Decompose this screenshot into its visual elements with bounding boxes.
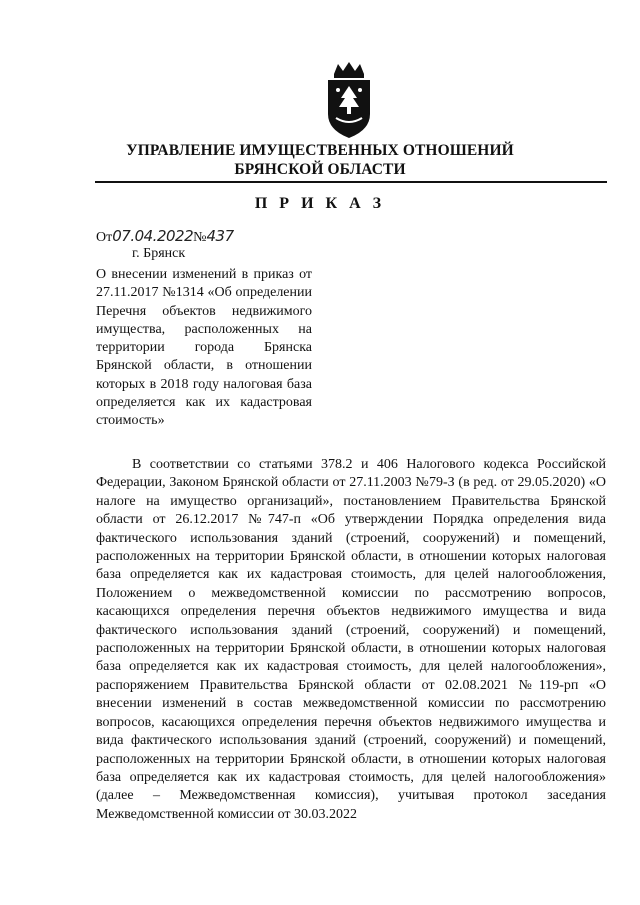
order-subject: О внесении изменений в приказ от 27.11.2017 №1314 «Об определении Перечня объектов недвижимого имущества, расположенных на территории города Брянска Брянской области, в отношении которых в 2018 году налоговая база определяется как их кадастровая стоимость» bbox=[96, 267, 312, 429]
body-paragraph: В соответствии со статьями 378.2 и 406 Налогового кодекса Российской Федерации, Законом Брянской области от 27.11.2003 №79-З (в ред. от 29.05.2020) «О налоге на имущество организаций», постановлением Правительства Брянской области от 26.12.2017 №747-п «Об утверждении Порядка определения вида фактического использования зданий (строений, сооружений) и помещений, расположенных на территории Брянской области, в отношении которых налоговая база определяется как их кадастровая стоимость, для целей налогообложения, Положением о межведомственной комиссии по рассмотрению вопросов, касающихся определения перечня объектов недвижимого имущества и вида фактического использования зданий (строений, сооружений) и помещений, расположенных на территории Брянской области, в отношении которых налоговая база определяется как их кадастровая стоимость, для целей налогообложения», распоряжением Правительства Брянской области от 02.08.2021 №119-рп «О внесении изменений в состав межведомственной комиссии по рассмотрению вопросов, касающихся определения перечня объектов недвижимого имущества и вида фактического использования зданий (строений, сооружений) и помещений, расположенных на территории Брянской области, в отношении которых налоговая база определяется как их кадастровая стоимость, для целей налогообложения» (далее – Межведомственная комиссия), учитывая протокол заседания Межведомственной комиссии от 30.03.2022 bbox=[96, 457, 606, 822]
header-divider bbox=[95, 181, 607, 183]
number-label: № bbox=[193, 230, 207, 245]
from-label: От bbox=[96, 230, 113, 245]
handwritten-number: 437 bbox=[206, 227, 234, 245]
city: г. Брянск bbox=[132, 246, 186, 261]
document-title: П Р И К А З bbox=[254, 195, 386, 212]
order-date-number bbox=[96, 227, 234, 246]
organization-name-line2: БРЯНСКОЙ ОБЛАСТИ bbox=[234, 161, 406, 178]
organization-name-line1: УПРАВЛЕНИЕ ИМУЩЕСТВЕННЫХ ОТНОШЕНИЙ bbox=[126, 142, 514, 159]
coat-of-arms-icon bbox=[324, 60, 374, 140]
organization-name bbox=[0, 141, 640, 179]
handwritten-date: 07.04.2022 bbox=[112, 227, 194, 245]
